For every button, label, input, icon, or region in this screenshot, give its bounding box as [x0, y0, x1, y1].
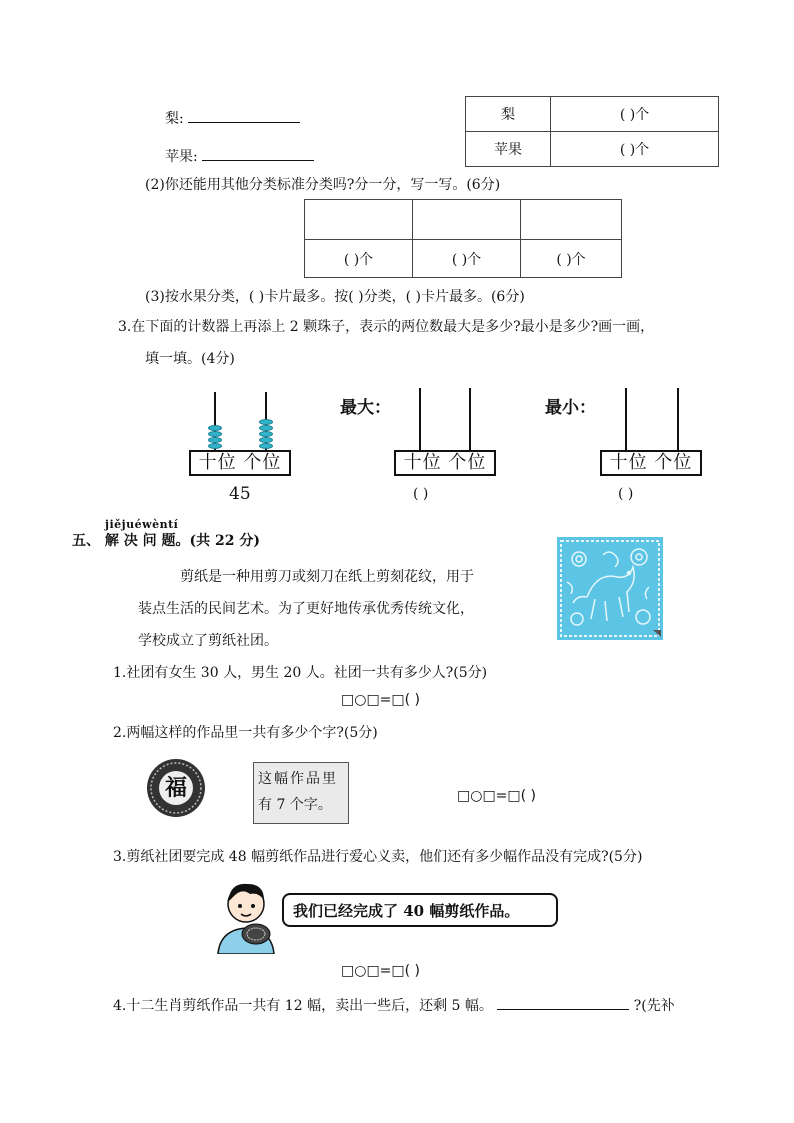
- q3-text: (3)按水果分类，( )卡片最多。按( )分类，( )卡片最多。(6分): [145, 289, 525, 305]
- fruit-name-cell: 苹果: [466, 132, 551, 167]
- bead: [208, 443, 222, 449]
- card-line-1: 这幅作品里: [258, 771, 338, 787]
- problem2-text: 2.两幅这样的作品里一共有多少个字?(5分): [113, 725, 378, 741]
- category-blank[interactable]: [413, 200, 521, 240]
- category-count-cell[interactable]: ( )个: [413, 240, 521, 278]
- fruit-count-cell[interactable]: ( )个: [551, 132, 719, 167]
- abacus-frame-label: 十位 个位: [189, 450, 291, 476]
- bead: [259, 443, 273, 449]
- min-answer-blank[interactable]: ( ): [618, 486, 634, 502]
- max-answer-blank[interactable]: ( ): [413, 486, 429, 502]
- section5-pinyin: jiějuéwèntí: [105, 518, 179, 531]
- apple-label: 苹果:: [165, 149, 198, 165]
- problem1-formula[interactable]: □○□=□( ): [341, 692, 421, 708]
- speech-bubble: [282, 893, 558, 927]
- apple-answer-line[interactable]: [202, 146, 314, 161]
- example-value: 45: [229, 484, 251, 504]
- category-count-cell[interactable]: ( )个: [305, 240, 413, 278]
- intro-line-2: 装点生活的民间艺术。为了更好地传承优秀传统文化，: [138, 601, 474, 617]
- apple-label-row: [165, 146, 314, 167]
- bead: [259, 431, 273, 437]
- section5-heading: 五、 解 决 问 题。(共 22 分): [72, 533, 260, 549]
- min-label: 最小：: [545, 398, 596, 418]
- fruit-count-table: [465, 96, 719, 167]
- q2-text: (2)你还能用其他分类标准分类吗?分一分，写一写。(6分): [145, 177, 501, 193]
- pear-label: 梨:: [165, 111, 184, 127]
- problem4-answer-line[interactable]: [497, 995, 629, 1010]
- tens-rod: [625, 388, 627, 450]
- fu-papercut-image: [145, 757, 207, 819]
- problem3-text: 3.剪纸社团要完成 48 幅剪纸作品进行爱心义卖，他们还有多少幅作品没有完成?(5分): [113, 849, 643, 865]
- problem1-text: 1.社团有女生 30 人，男生 20 人。社团一共有多少人?(5分): [113, 665, 488, 681]
- bead: [208, 437, 222, 443]
- fu-char: 福: [164, 775, 187, 801]
- info-card: [253, 762, 349, 824]
- problem3-formula[interactable]: □○□=□( ): [341, 963, 421, 979]
- category-blank[interactable]: [305, 200, 413, 240]
- pear-label-row: [165, 108, 300, 129]
- ones-rod: [469, 388, 471, 450]
- papercut-horse-image: [557, 537, 663, 640]
- bead: [208, 425, 222, 431]
- problem4-row: [113, 995, 675, 1016]
- max-label: 最大：: [340, 398, 391, 418]
- speech-text: 我们已经完成了 40 幅剪纸作品。: [293, 902, 520, 920]
- bead: [259, 437, 273, 443]
- abacus-frame-label: 十位 个位: [600, 450, 702, 476]
- abacus-question-line2: 填一填。(4分): [145, 351, 235, 367]
- problem2-formula[interactable]: □○□=□( ): [457, 788, 537, 804]
- card-line-2: 有 7 个字。: [258, 797, 332, 813]
- bead: [259, 425, 273, 431]
- ones-rod: [677, 388, 679, 450]
- fruit-count-cell[interactable]: ( )个: [551, 97, 719, 132]
- category-blank[interactable]: [521, 200, 622, 240]
- abacus-question-line1: 3.在下面的计数器上再添上 2 颗珠子，表示的两位数最大是多少?最小是多少?画一画，: [118, 319, 655, 335]
- intro-line-1: 剪纸是一种用剪刀或刻刀在纸上剪刻花纹，用于: [180, 569, 474, 585]
- problem4-text-tail: ?(先补: [633, 998, 675, 1014]
- category-count-cell[interactable]: ( )个: [521, 240, 622, 278]
- boy-illustration: [212, 878, 280, 954]
- problem4-text: 4.十二生肖剪纸作品一共有 12 幅，卖出一些后，还剩 5 幅。: [113, 998, 493, 1014]
- fruit-name-cell: 梨: [466, 97, 551, 132]
- bead: [208, 431, 222, 437]
- classify-table: [304, 199, 622, 278]
- abacus-frame-label: 十位 个位: [394, 450, 496, 476]
- intro-line-3: 学校成立了剪纸社团。: [138, 633, 278, 649]
- bead: [259, 419, 273, 425]
- pear-answer-line[interactable]: [188, 108, 300, 123]
- tens-rod: [419, 388, 421, 450]
